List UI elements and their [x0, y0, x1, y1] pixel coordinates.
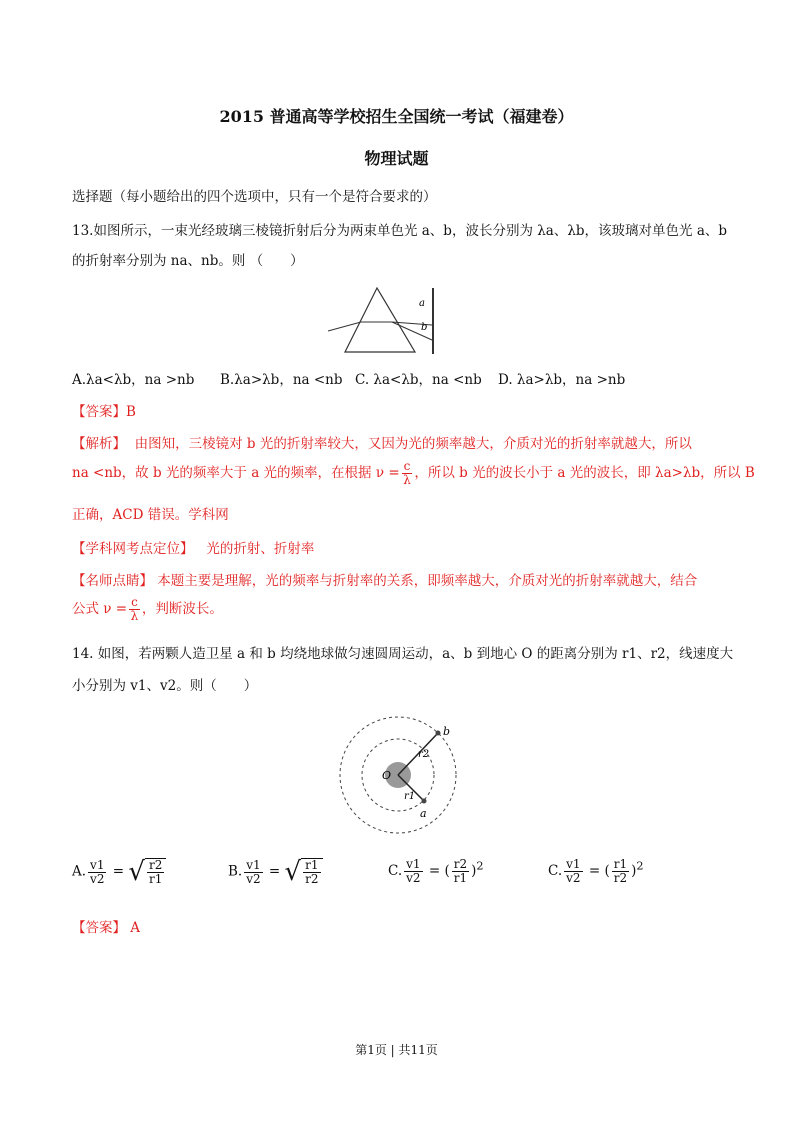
tip-line2b: ，判断波长。 [141, 601, 223, 617]
q14-stem-line1: 14. 如图，若两颗人造卫星 a 和 b 均绕地球做匀速圆周运动，a、b 到地心 O 的距离分别为 r1、r2，线速度大 [72, 646, 734, 662]
tip-label: 【名师点睛】 [72, 573, 153, 589]
q13-stem-line1: 13.如图所示，一束光经玻璃三棱镜折射后分为两束单色光 a、b，波长分别为 λa、λb，该玻璃对单色光 a、b [72, 223, 728, 239]
prism-figure [320, 278, 445, 358]
analysis-line3: 正确，ACD 错误。学科网 [72, 507, 229, 523]
page-title: 2015 普通高等学校招生全国统一考试（福建卷） [219, 107, 574, 126]
point-label: 【学科网考点定位】 [72, 541, 194, 557]
q13-option-c: C. λa<λb，na <nb [355, 372, 482, 388]
point-text: 光的折射、折射率 [206, 541, 315, 557]
svg-text:b: b [443, 725, 451, 738]
tip-line1: 本题主要是理解，光的频率与折射率的关系，即频率越大，介质对光的折射率就越大，结合 [157, 573, 698, 589]
analysis-line2a: na <nb，故 b 光的频率大于 a 光的频率，在根据 ν = [72, 465, 400, 481]
analysis-label: 【解析】 [72, 436, 126, 452]
page-subtitle: 物理试题 [364, 149, 429, 168]
q14-stem-line2: 小分别为 v1、v2。则（ ） [72, 678, 258, 694]
q13-option-a: A.λa<λb，na >nb [72, 372, 195, 388]
page-footer: 第1页 | 共11页 [355, 1043, 438, 1057]
q13-answer: 【答案】B [72, 404, 136, 420]
q14-option-2: C. $\frac{v1}{v2}$ = ( $\frac{r2}{r1}$ )$^2$ [388, 857, 484, 885]
analysis-line2b: ，所以 b 光的波长小于 a 光的波长，即 λa>λb，所以 B [414, 465, 755, 481]
q13-option-d: D. λa>λb，na >nb [498, 372, 626, 388]
svg-text:r2: r2 [418, 749, 430, 760]
analysis-line1: 由图知，三棱镜对 b 光的折射率较大，又因为光的频率越大，介质对光的折射率就越大，所以 [134, 436, 692, 452]
q13-option-b: B.λa>λb，na <nb [220, 372, 343, 388]
svg-text:r1: r1 [404, 791, 416, 802]
formula-fraction: $\frac{c}{\lambda}$ [130, 595, 139, 623]
q13-stem-line2: 的折射率分别为 na、nb。则 （ ） [72, 253, 304, 269]
section-heading: 选择题（每小题给出的四个选项中，只有一个是符合要求的） [72, 189, 437, 205]
q14-option-1: B. $\frac{v1}{v2}$ = √ $\frac{r1}{r2}$ [228, 858, 323, 886]
q14-option-0: A. $\frac{v1}{v2}$ = √ $\frac{r2}{r1}$ [72, 858, 166, 886]
ray-a-label: a [419, 298, 425, 309]
orbit-figure [330, 705, 470, 835]
formula-fraction: $\frac{c}{\lambda}$ [403, 459, 411, 487]
svg-text:a: a [420, 807, 427, 820]
svg-text:O: O [382, 769, 392, 782]
q14-answer: 【答案】 A [72, 920, 141, 936]
tip-line2a: 公式 ν = [72, 601, 128, 617]
ray-b-label: b [421, 322, 428, 333]
q14-option-3: C. $\frac{v1}{v2}$ = ( $\frac{r1}{r2}$ )$^2$ [548, 857, 644, 885]
